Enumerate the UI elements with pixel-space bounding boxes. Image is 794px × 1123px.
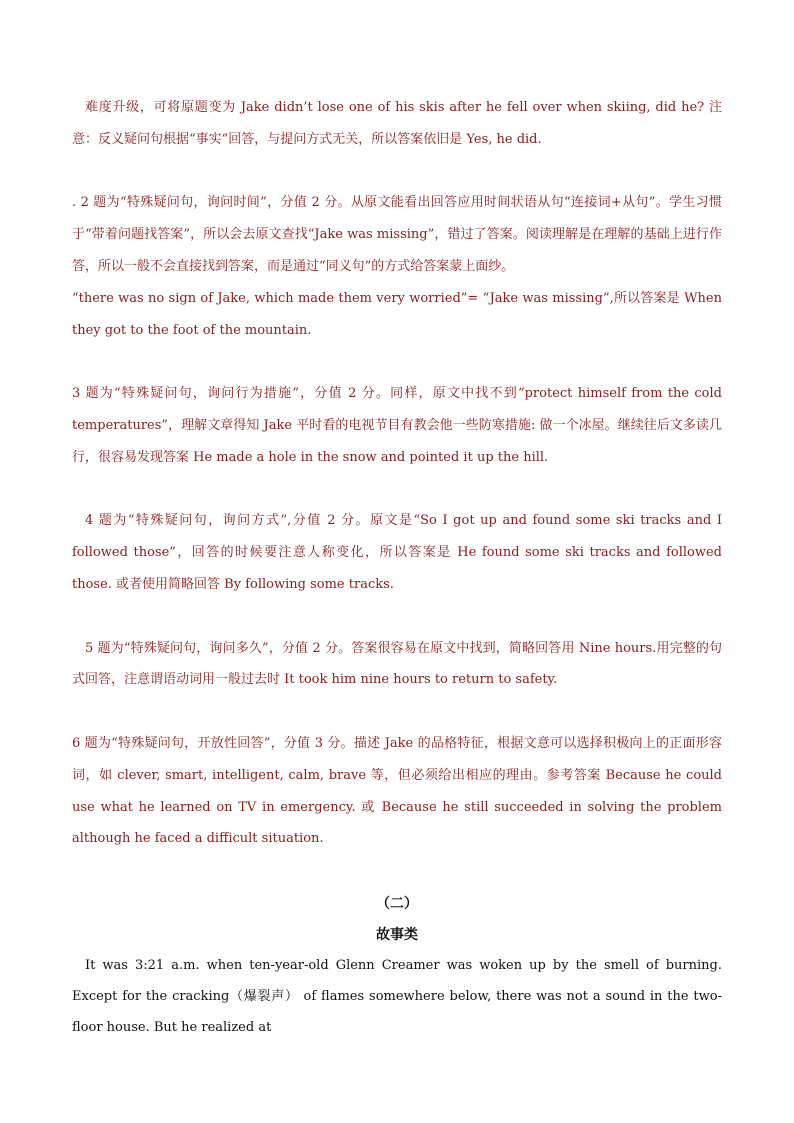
analysis-paragraph-2: . 2 题为“特殊疑问句，询问时间”，分值 2 分。从原文能看出回答应用时间状语从句“连接词+从句”。学生习惯于“带着问题找答案”，所以会去原文查找“Jake was missing”，错过了答案。阅读理解是在理解的基础上进行作答，所以一般不会直接找到答案，而是通过“同义句”的方式给答案蒙上面纱。 (72, 195, 722, 274)
paragraph-gap (72, 156, 722, 188)
paragraph-gap (72, 346, 722, 378)
story-paragraph: It was 3:21 a.m. when ten-year-old Glenn Creamer was woken up by the smell of burning. Except for the cracking（爆裂声） of flames somewhere below, there was not a sound in the two-floor house. But he realized at (72, 957, 722, 1035)
analysis-paragraph-1: 难度升级，可将原题变为 Jake didn’t lose one of his skis after he fell over when skiing, did he? 注意：反义疑问句根据“事实”回答，与提问方式无关，所以答案依旧是 Yes, he did. (72, 100, 722, 147)
analysis-paragraph-3: “there was no sign of Jake, which made them very worried”= “Jake was missing”,所以答案是 When they got to the foot of the mountain. (72, 290, 722, 338)
paragraph-gap (72, 601, 722, 633)
analysis-paragraph-6: 5 题为“特殊疑问句，询问多久”，分值 2 分。答案很容易在原文中找到，简略回答用 Nine hours.用完整的句式回答，注意谓语动词用一般过去时 It took him nine hours to return to safety. (72, 640, 722, 688)
analysis-paragraph-5: 4 题为“特殊疑问句，询问方式”,分值 2 分。原文是“So I got up and found some ski tracks and I followed those”，回答的时候要注意人称变化，所以答案是 He found some ski tracks and followed those. 或者使用简略回答 By following some tracks. (72, 513, 722, 592)
section-number: （二） (376, 895, 418, 912)
analysis-paragraph-7: 6 题为“特殊疑问句，开放性回答”，分值 3 分。描述 Jake 的品格特征，根据文意可以选择积极向上的正面形容词，如 clever, smart, intelligent, calm, brave 等，但必须给出相应的理由。参考答案 Because he could use what he learned on TV in emergency. 或 Because he still succeeded in solving the problem although he faced a difficult situation. (72, 735, 722, 847)
document-page (72, 92, 722, 1043)
paragraph-gap (72, 474, 722, 506)
paragraph-gap (72, 696, 722, 728)
section-title: 故事类 (376, 926, 418, 943)
analysis-paragraph-4: 3 题为“特殊疑问句，询问行为措施”，分值 2 分。同样，原文中找不到“protect himself from the cold temperatures”，理解文章得知 Jake 平时看的电视节目有教会他一些防寒措施: 做一个冰屋。继续往后文多读几行，很容易发现答案 He made a hole in the snow and pointed it up the hill. (72, 386, 722, 465)
paragraph-gap (72, 855, 722, 887)
